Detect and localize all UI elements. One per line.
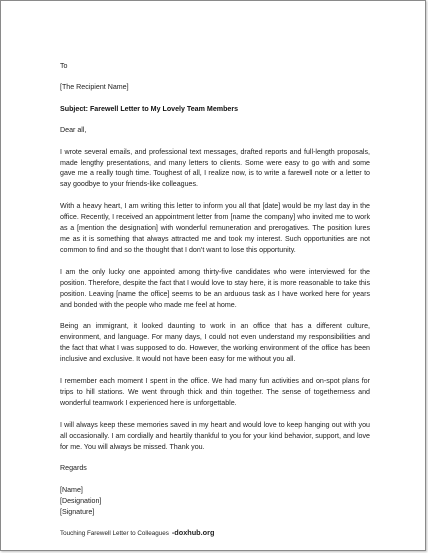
paragraph-5: I remember each moment I spent in the office. We had many fun activities and on-spot plans for trips to hill stations. We went through thick and thin together. The sense of togetherness and wonderful teamwork I experienced here is unforgettable.	[60, 377, 370, 407]
paragraph-2: With a heavy heart, I am writing this letter to inform you all that [date] would be my last day in the office. Recently, I received an appointment letter from [name the company] who invited me to work as a [mention the designation] with wonderful remuneration and prerogatives. The position lures me as it is something that always attracted me and took my interest. Such opportunities are not common to find and so the thought that I don’t want to lose this opportunity.	[60, 202, 370, 254]
to-line: To	[60, 62, 68, 70]
paragraph-4: Being an immigrant, it looked daunting to work in an office that has a different culture, environment, and language. For many days, I could not even understand my responsibilities and the fact that what I was supposed to do. However, the working environment of the office has been inclusive and exclusive. It would not have been easy for me without you all.	[60, 322, 370, 364]
signature-name: [Name]	[60, 485, 83, 494]
signature-signature: [Signature]	[60, 507, 95, 516]
paragraph-6: I will always keep these memories saved in my heart and would love to keep hanging out with you all occasionally. I am cordially and heartily thankful to you for your kind behavior, support, and love for me. You will always be missed. Thank you.	[60, 420, 370, 451]
footer-brand: -doxhub.org	[171, 528, 215, 537]
paragraph-1: I wrote several emails, and professional text messages, drafted reports and full-length proposals, made lengthy presentations, and many letters to clients. Some were easy to go with and some gave me a really tough time. Toughest of all, I realize now, is to write a farewell note or a letter to say goodbye to your friends-like colleagues.	[60, 147, 370, 189]
letter-subject: Subject: Farewell Letter to My Lovely Team Members	[60, 104, 239, 113]
signature-designation: [Designation]	[60, 496, 102, 505]
recipient-name: [The Recipient Name]	[60, 83, 129, 92]
closing: Regards	[60, 464, 87, 473]
footer-caption: Touching Farewell Letter to Colleagues	[60, 530, 169, 537]
salutation: Dear all,	[60, 126, 87, 135]
letter-body	[60, 61, 370, 518]
page-footer	[60, 528, 214, 537]
paragraph-3: I am the only lucky one appointed among thirty-five candidates who were interviewed for the position. Therefore, despite the fact that I would love to stay here, it is more reasonable to take this position. Leaving [name the office] seems to be an arduous task as I have worked here for years and bonded with the people who made me feel at home.	[60, 267, 370, 309]
